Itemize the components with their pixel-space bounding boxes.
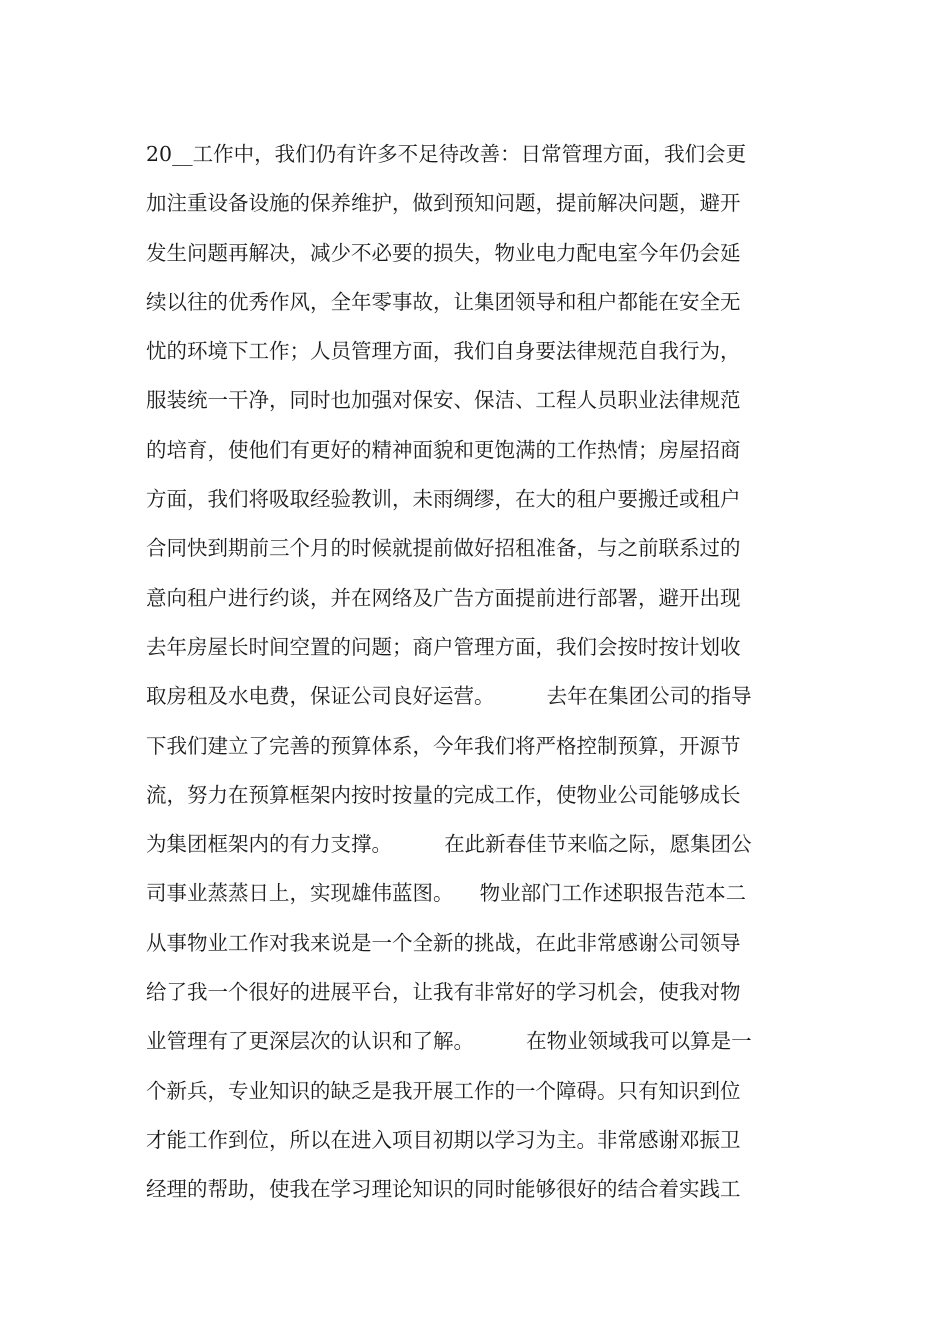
text-line: 加注重设备设施的保养维护，做到预知问题，提前解决问题，避开 (146, 191, 741, 216)
text-line: 经理的帮助，使我在学习理论知识的同时能够很好的结合着实践工 (146, 1177, 741, 1202)
text-line: 续以往的优秀作风，全年零事故，让集团领导和租户都能在安全无 (146, 289, 741, 314)
text-line: 方面，我们将吸取经验教训，未雨绸缪，在大的租户要搬迁或租户 (146, 487, 741, 512)
text-line: 从事物业工作对我来说是一个全新的挑战，在此非常感谢公司领导 (146, 930, 741, 955)
text-line: 忧的环境下工作；人员管理方面，我们自身要法律规范自我行为， (146, 339, 741, 364)
text-line: 意向租户进行约谈，并在网络及广告方面提前进行部署，避开出现 (146, 585, 741, 610)
document-body (146, 130, 811, 1215)
text-line: 个新兵，专业知识的缺乏是我开展工作的一个障碍。只有知识到位 (146, 1078, 741, 1103)
text-line: 为集团框架内的有力支撑。 在此新春佳节来临之际，愿集团公 (146, 832, 752, 857)
text-line: 20__工作中，我们仍有许多不足待改善：日常管理方面，我们会更 (146, 142, 747, 166)
text-line: 给了我一个很好的进展平台，让我有非常好的学习机会，使我对物 (146, 980, 741, 1005)
text-line: 取房租及水电费，保证公司良好运营。 去年在集团公司的指导 (146, 684, 752, 709)
text-line: 流，努力在预算框架内按时按量的完成工作，使物业公司能够成长 (146, 782, 741, 807)
text-line: 下我们建立了完善的预算体系，今年我们将严格控制预算，开源节 (146, 733, 741, 758)
text-line: 的培育，使他们有更好的精神面貌和更饱满的工作热情；房屋招商 (146, 437, 741, 462)
text-line: 发生问题再解决，减少不必要的损失，物业电力配电室今年仍会延 (146, 240, 741, 265)
text-line: 合同快到期前三个月的时候就提前做好招租准备，与之前联系过的 (146, 536, 741, 561)
text-line: 去年房屋长时间空置的问题；商户管理方面，我们会按时按计划收 (146, 634, 741, 659)
text-line: 业管理有了更深层次的认识和了解。 在物业领域我可以算是一 (146, 1029, 752, 1054)
text-line: 司事业蒸蒸日上，实现雄伟蓝图。 物业部门工作述职报告范本二 (146, 881, 747, 906)
text-line: 服装统一干净，同时也加强对保安、保洁、工程人员职业法律规范 (146, 388, 741, 413)
text-line: 才能工作到位，所以在进入项目初期以学习为主。非常感谢邓振卫 (146, 1127, 741, 1152)
